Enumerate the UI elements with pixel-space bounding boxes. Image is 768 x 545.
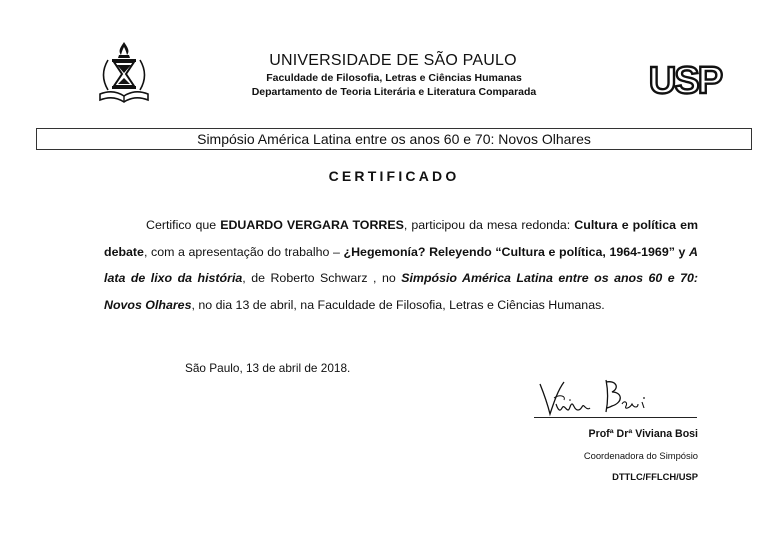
body-text-5: , no dia 13 de abril, na Faculdade de Filosofia, Letras e Ciências Humanas. bbox=[191, 297, 605, 312]
handwritten-signature bbox=[534, 374, 654, 420]
signer-name: Profª Drª Viviana Bosi bbox=[588, 428, 698, 440]
session-name: Cultura e política em debate bbox=[104, 218, 698, 259]
usp-logo-icon bbox=[642, 60, 728, 98]
body-text-2: , participou da mesa redonda: bbox=[403, 218, 575, 232]
signer-role: Coordenadora do Simpósio bbox=[583, 450, 698, 461]
work-title-part1: ¿Hegemonía? Releyendo “Cultura e política, 1964-1969” y bbox=[343, 244, 690, 259]
signer-department: DTTLC/FFLCH/USP bbox=[612, 471, 698, 482]
faculty-name: Faculdade de Filosofia, Letras e Ciências Humanas bbox=[266, 72, 522, 84]
department-name: Departamento de Teoria Literária e Literatura Comparada bbox=[251, 86, 537, 98]
usp-logo-text: USP bbox=[648, 60, 722, 98]
place-date: São Paulo, 13 de abril de 2018. bbox=[185, 361, 351, 375]
body-text-1: Certifico que bbox=[146, 218, 221, 232]
body-text-3: , com a apresentação do trabalho – bbox=[143, 244, 344, 259]
certificate-body bbox=[104, 212, 698, 318]
work-title-part2: A lata de lixo da história bbox=[104, 244, 698, 285]
participant-name: EDUARDO VERGARA TORRES bbox=[220, 218, 404, 232]
certificate-title: CERTIFICADO bbox=[328, 168, 460, 184]
event-name: Simpósio América Latina entre os anos 60 e 70: Novos Olhares bbox=[104, 271, 699, 312]
university-name: UNIVERSIDADE DE SÃO PAULO bbox=[269, 52, 517, 69]
university-emblem-icon bbox=[96, 40, 152, 106]
symposium-banner: Simpósio América Latina entre os anos 60 e 70: Novos Olhares bbox=[36, 128, 752, 150]
body-text-4: , de Roberto Schwarz , no bbox=[242, 271, 402, 285]
signature-line bbox=[534, 417, 697, 418]
